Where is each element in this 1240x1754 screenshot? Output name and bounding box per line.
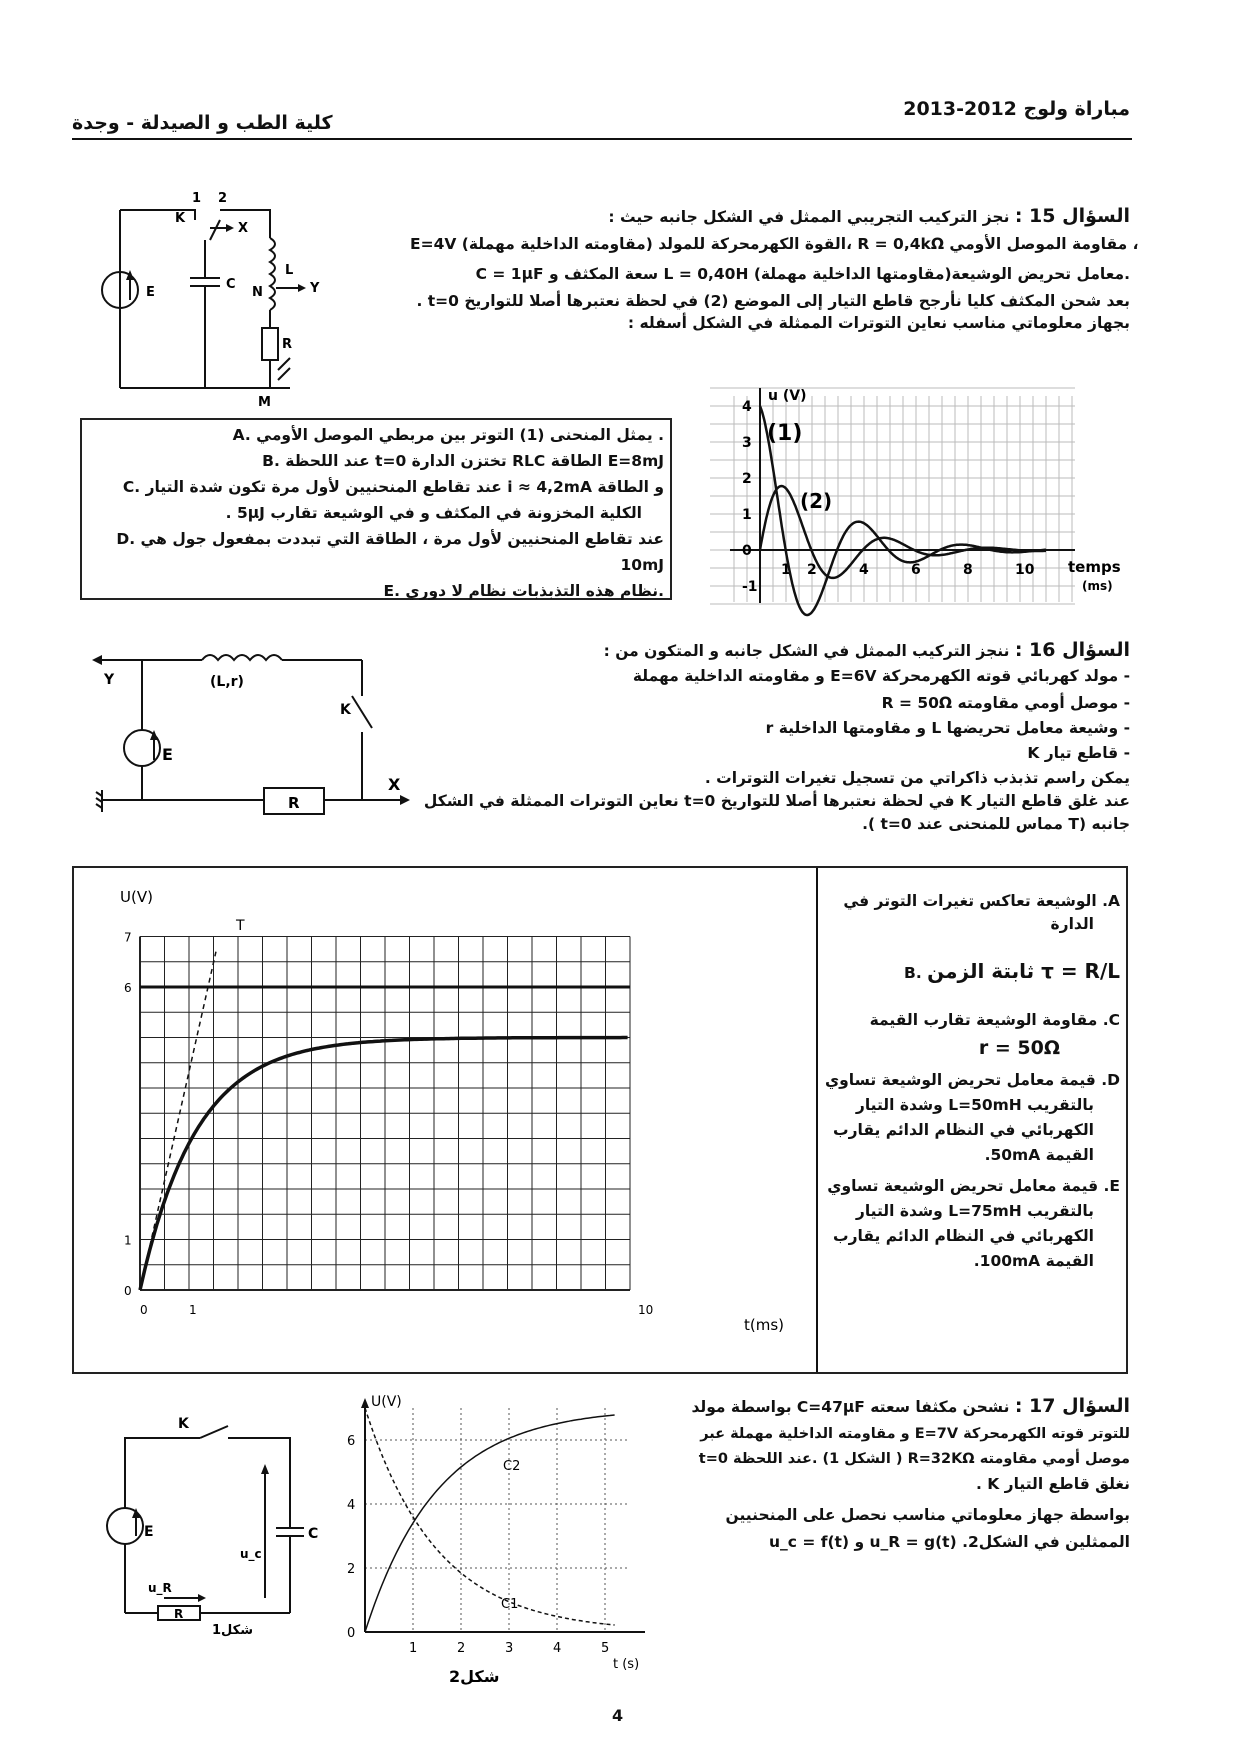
q15-chart-ylabel: u (V) — [768, 388, 807, 404]
q15-circuit-label-c: C — [226, 277, 236, 292]
q16-frame-divider — [816, 868, 818, 1372]
q15-option-d: D. عند تقاطع المنحنيين لأول مرة ، الطاقة التي تبددت بمفعول جول هي 10mJ — [116, 530, 664, 574]
q15-ytick: 0 — [742, 543, 752, 559]
page-number: 4 — [612, 1706, 624, 1725]
q15-circuit-label-1: 1 — [192, 191, 202, 206]
q17-xtick: 2 — [457, 1641, 466, 1656]
q15-options — [88, 422, 664, 604]
q15-ytick: 1 — [742, 507, 752, 523]
q17-chart — [345, 1390, 675, 1690]
q15-line-4: بجهاز معلوماتي مناسب نعاين التوترات الممثلة في الشكل أسفله : — [627, 314, 1130, 332]
q17-figure-caption-2: شكل2 — [449, 1667, 500, 1686]
q16-option-d: D. قيمة معامل تحريض الوشيعة تساوي بالتقريب L=50mH وشدة التيار الكهربائي في النظام الدائم يقارب القيمة 50mA. — [824, 1071, 1120, 1164]
q15-e-arrowhead — [126, 270, 134, 280]
q16-circuit-label-x: X — [388, 775, 401, 794]
q17-switch-blade — [200, 1426, 228, 1438]
q17-curve-c2 — [365, 1415, 615, 1632]
q15-option-e: E. نظام هذه التذبذبات نظام لا دوري. — [383, 582, 664, 600]
q16-line-3: - وشيعة معامل تحريضها L و مقاومتها الداخلية r — [765, 719, 1130, 737]
header-left: كلية الطب و الصيدلة - وجدة — [72, 112, 333, 134]
q15-curve1-label: (1) — [767, 421, 803, 446]
q16-xtick: 10 — [638, 1303, 654, 1317]
header-right: مباراة ولوج 2012-2013 — [903, 98, 1130, 120]
q17-curve-c2-label: C2 — [503, 1459, 521, 1474]
q16-line-4: - قاطع تيار K — [1027, 744, 1130, 762]
q16-y-arrowhead — [92, 655, 102, 665]
q16-circuit-label-y: Y — [104, 672, 115, 688]
q17-circuit-label-ur: u_R — [148, 1581, 172, 1595]
q15-xtick: 2 — [807, 562, 817, 578]
q17-chart-xlabel: t (s) — [613, 1657, 640, 1672]
q15-curve2-label: (2) — [800, 489, 833, 513]
q17-ytick: 4 — [347, 1498, 356, 1513]
q17-figure-caption-1: شكل1 — [212, 1623, 253, 1638]
q17-line-1: للتوتر قوته الكهرمحركة E=7V و مقاومته الداخلية مهملة عبر — [700, 1426, 1130, 1442]
q16-option-e: E. قيمة معامل تحريض الوشيعة تساوي بالتقريب L=75mH وشدة التيار الكهربائي في النظام الدائم يقارب القيمة 100mA. — [827, 1177, 1120, 1270]
q15-xtick: 4 — [859, 562, 869, 578]
q16-line-0: السؤال 16 : ننجز التركيب الممثل في الشكل جانبه و المتكون من : — [603, 639, 1130, 661]
q17-ytick: 6 — [347, 1434, 356, 1449]
q16-switch-blade — [352, 696, 372, 728]
q17-uc-arrowhead — [261, 1464, 269, 1474]
q17-curve-c1-label: C1 — [501, 1597, 519, 1612]
q17-circuit-label-uc: u_c — [240, 1547, 262, 1561]
q15-line-0: السؤال 15 : نجز التركيب التجريبي الممثل في الشكل جانبه حيث : — [608, 205, 1130, 227]
q16-circuit-label-e: E — [162, 745, 173, 764]
q17-line-4: بواسطة جهاز معلوماتي مناسب نحصل على المنحنيين — [725, 1506, 1130, 1524]
q15-chart-xunit: (ms) — [1082, 579, 1113, 593]
q15-option-c-cont: الكلية المخزونة في المكثف و في الوشيعة تقارب 5μJ . — [225, 504, 642, 522]
q15-circuit-label-m: M — [258, 395, 271, 410]
q15-y-arrowhead — [298, 284, 306, 292]
q16-chart-tangent-label: T — [236, 918, 245, 934]
q15-x-arrowhead — [226, 224, 234, 232]
q15-ytick: 4 — [742, 399, 752, 415]
q15-circuit-label-n: N — [252, 285, 263, 300]
q17-curve-c1 — [365, 1408, 615, 1625]
q17-line-2: موصل أومي مقاومته R=32KΩ ( الشكل 1) .عند اللحظة t=0 — [698, 1451, 1130, 1467]
q17-line-0: السؤال 17 : نشحن مكثفا سعته C=47μF بواسطة مولد — [691, 1395, 1130, 1417]
q17-xtick: 1 — [409, 1641, 418, 1656]
q17-ytick: 2 — [347, 1562, 356, 1577]
q15-xtick: 8 — [963, 562, 973, 578]
q16-line-7: جانبه (T مماس للمنحنى عند t=0 ). — [862, 815, 1130, 833]
q15-ytick: 3 — [742, 435, 752, 451]
q17-xtick: 4 — [553, 1641, 562, 1656]
q16-options — [824, 890, 1120, 1274]
q17-circuit-label-e: E — [144, 1524, 154, 1540]
q15-circuit-label-x: X — [238, 221, 249, 236]
q16-chart — [110, 880, 810, 1350]
q15-option-a: A. يمثل المنحنى (1) التوتر بين مربطي الموصل الأومي . — [232, 426, 664, 444]
q15-circuit-label-k: K — [175, 211, 186, 226]
q17-circuit-label-c: C — [308, 1526, 319, 1542]
q16-line-6: عند غلق قاطع التيار K في لحظة نعتبرها أصلا للتواريخ t=0 نعاين التوترات الممثلة في الشكل — [423, 792, 1130, 810]
q17-xtick: 5 — [601, 1641, 610, 1656]
q17-circuit-label-k: K — [178, 1416, 189, 1432]
q17-line-3: نغلق قاطع التيار K . — [975, 1475, 1130, 1493]
q15-inductor-coil — [270, 238, 275, 310]
q16-chart-xlabel: t(ms) — [744, 1316, 785, 1334]
q16-circuit-label-r: R — [288, 794, 300, 812]
q16-circuit-label-k: K — [340, 702, 351, 718]
q16-option-c: C. مقاومة الوشيعة تقارب القيمة r = 50Ω — [869, 1011, 1120, 1059]
q15-xtick: 10 — [1015, 562, 1035, 578]
q17-circuit — [100, 1408, 340, 1648]
q16-xtick: 1 — [189, 1303, 197, 1317]
q16-line-2: - موصل أومي مقاومته R = 50Ω — [881, 694, 1130, 712]
q16-option-b: B. ثابتة الزمن τ = R/L — [904, 959, 1120, 983]
q16-xtick: 0 — [140, 1303, 148, 1317]
q17-ytick: 0 — [347, 1626, 356, 1641]
q15-title: السؤال 15 : — [1014, 205, 1130, 227]
q15-xtick: 6 — [911, 562, 921, 578]
q16-title: السؤال 16 : — [1014, 639, 1130, 661]
q16-ytick: 7 — [124, 930, 132, 945]
q15-text-block — [410, 205, 1139, 334]
q16-circuit-label-lr: (L,r) — [210, 674, 244, 690]
q16-inductor-coil — [202, 655, 282, 660]
q15-option-b: B. عند اللحظة t=0 تختزن الدارة RLC الطاقة E=8mJ — [262, 452, 664, 470]
q16-ytick: 6 — [124, 981, 132, 995]
q16-circuit — [92, 640, 432, 840]
q15-line-2: C = 1μF سعة المكثف و L = 0,40H معامل تحريض الوشيعة(مقاومتها الداخلية مهملة). — [475, 265, 1130, 283]
q15-circuit-label-r: R — [282, 337, 293, 352]
q16-text-block — [410, 640, 1130, 835]
q15-ytick: -1 — [742, 579, 758, 595]
q15-circuit-label-l: L — [285, 263, 294, 278]
q16-line-5: يمكن راسم تذبذب ذاكراتي من تسجيل تغيرات التوترات . — [704, 769, 1130, 787]
q17-title: السؤال 17 : — [1014, 1395, 1130, 1417]
q17-chart-ylabel: U(V) — [371, 1394, 402, 1410]
q15-circuit-label-2: 2 — [218, 191, 228, 206]
q17-ur-arrowhead — [198, 1594, 206, 1602]
q16-ytick: 0 — [124, 1284, 132, 1298]
q16-line-1: - مولد كهربائي قوته الكهرمحركة E=6V و مقاومته الداخلية مهملة — [632, 667, 1130, 685]
q15-switch-blade — [210, 220, 220, 240]
header-rule — [72, 138, 1132, 140]
q15-resistor — [262, 328, 278, 360]
q17-circuit-label-r: R — [174, 1607, 184, 1621]
q15-option-c: C. عند تقاطع المنحنيين لأول مرة تكون شدة التيار i ≈ 4,2mA و الطاقة — [122, 478, 664, 496]
q15-circuit-label-y: Y — [310, 281, 320, 296]
q16-ytick: 1 — [124, 1233, 132, 1248]
q16-chart-ylabel: U(V) — [120, 888, 153, 906]
q15-circuit-label-e: E — [146, 285, 155, 300]
q16-option-a: A. الوشيعة تعاكس تغيرات التوتر في الدارة — [843, 892, 1120, 933]
q17-line-5: الممثلين في الشكل2. u_R = g(t) و u_c = f(t) — [768, 1533, 1130, 1551]
q15-line-3: بعد شحن المكثف كليا نأرجح قاطع التيار إلى الموضع (2) في لحظة نعتبرها أصلا للتواريخ t=0 . — [416, 292, 1130, 310]
q15-chart-xlabel: temps — [1068, 558, 1121, 576]
q16-x-arrowhead — [400, 795, 410, 805]
q15-line-1: E=4V القوة الكهرمحركة للمولد (مقاومته الداخلية مهملة)، R = 0,4kΩ مقاومة الموصل الأومي ، — [410, 235, 1139, 253]
q15-chart — [690, 378, 1130, 618]
q15-xtick: 1 — [781, 562, 791, 578]
q17-xtick: 3 — [505, 1641, 514, 1656]
q15-ytick: 2 — [742, 471, 752, 487]
q15-circuit — [100, 188, 340, 418]
q17-text-block — [690, 1396, 1130, 1553]
